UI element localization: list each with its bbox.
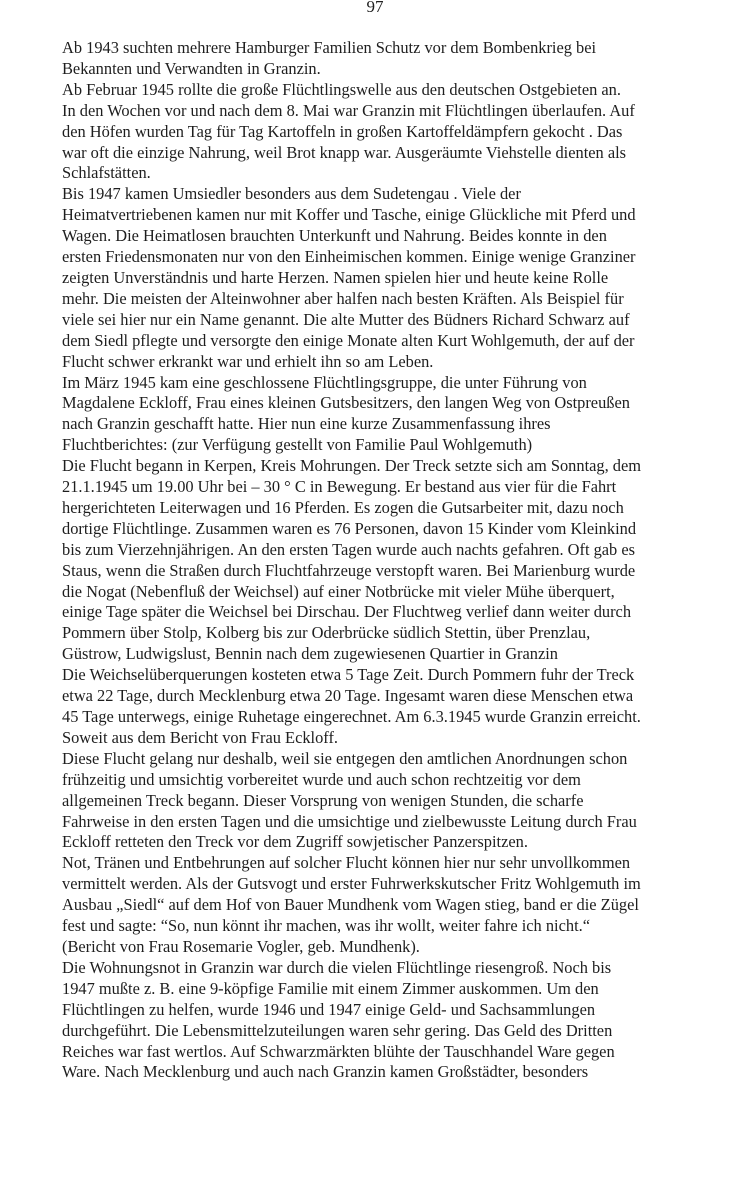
text-line: Reiches war fast wertlos. Auf Schwarzmärkten blühte der Tauschhandel Ware gegen <box>62 1041 615 1061</box>
text-line: den Höfen wurden Tag für Tag Kartoffeln in großen Kartoffeldämpfern gekocht . Das <box>62 121 623 141</box>
text-line: Ab 1943 suchten mehrere Hamburger Familien Schutz vor dem Bombenkrieg bei <box>62 38 597 57</box>
text-line: In den Wochen vor und nach dem 8. Mai war Granzin mit Flüchtlingen überlaufen. Auf <box>62 100 635 120</box>
text-line: mehr. Die meisten der Alteinwohner aber halfen nach besten Kräften. Als Beispiel für <box>62 288 624 308</box>
text-line: 45 Tage unterwegs, einige Ruhetage eingerechnet. Am 6.3.1945 wurde Granzin erreicht. <box>62 707 641 726</box>
text-line: Staus, wenn die Straßen durch Fluchtfahrzeuge verstopft waren. Bei Marienburg wurde <box>62 560 636 580</box>
text-line: Die Weichselüberquerungen kosteten etwa 5 Tage Zeit. Durch Pommern fuhr der Treck <box>62 665 635 685</box>
text-line: vermittelt werden. Als der Gutsvogt und erster Fuhrwerkskutscher Fritz Wohlgemuth im <box>62 874 641 894</box>
text-line: Bekannten und Verwandten in Granzin. <box>62 58 321 78</box>
text-line: etwa 22 Tage, durch Mecklenburg etwa 20 Tage. Ingesamt waren diese Menschen etwa <box>62 686 634 706</box>
text-line: Magdalene Eckloff, Frau eines kleinen Gutsbesitzers, den langen Weg von Ostpreußen <box>62 393 630 413</box>
text-line: Fluchtberichtes: (zur Verfügung gestellt von Familie Paul Wohlgemuth) <box>62 435 533 455</box>
text-line: Ausbau „Siedl“ auf dem Hof von Bauer Mundhenk vom Wagen stieg, band er die Zügel <box>62 895 639 915</box>
text-line: dortige Flüchtlinge. Zusammen waren es 76 Personen, davon 15 Kinder vom Kleinkind <box>62 518 637 538</box>
text-line: Flucht schwer erkrankt war und erhielt ihn so am Leben. <box>62 351 434 371</box>
text-line: 21.1.1945 um 19.00 Uhr bei – 30 ° C in Bewegung. Er bestand aus vier für die Fahrt <box>62 477 617 497</box>
text-line: Güstrow, Ludwigslust, Bennin nach dem zugewiesenen Quartier in Granzin <box>62 644 558 664</box>
text-line: war oft die einzige Nahrung, weil Brot knapp war. Ausgeräumte Viehstelle dienten als <box>62 142 627 162</box>
text-line: Schlafstätten. <box>62 163 151 183</box>
text-line: Bis 1947 kamen Umsiedler besonders aus dem Sudetengau . Viele der <box>62 184 521 204</box>
text-line: Wagen. Die Heimatlosen brauchten Unterkunft und Nahrung. Beides konnte in den <box>62 226 607 246</box>
text-line: Ab Februar 1945 rollte die große Flüchtlingswelle aus den deutschen Ostgebieten an. <box>62 79 621 99</box>
text-line: ersten Friedensmonaten nur von den Einheimischen kommen. Einige wenige Granziner <box>62 247 636 267</box>
text-line: frühzeitig und umsichtig vorbereitet wurde und auch schon rechtzeitig vor dem <box>62 769 581 789</box>
text-line: durchgeführt. Die Lebensmittelzuteilungen waren sehr gering. Das Geld des Dritten <box>62 1020 613 1040</box>
text-line: einige Tage später die Weichsel bei Dirschau. Der Fluchtweg verlief dann weiter durch <box>62 602 632 622</box>
text-line: Pommern über Stolp, Kolberg bis zur Oderbrücke südlich Stettin, über Prenzlau, <box>62 623 591 643</box>
text-line: Eckloff retteten den Treck vor dem Zugriff sowjetischer Panzerspitzen. <box>62 832 528 852</box>
text-line: viele sei hier nur ein Name genannt. Die alte Mutter des Büdners Richard Schwarz auf <box>62 309 630 329</box>
text-line: Die Wohnungsnot in Granzin war durch die vielen Flüchtlinge riesengroß. Noch bis <box>62 957 612 977</box>
text-line: fest und sagte: “So, nun könnt ihr machen, was ihr wollt, weiter fahre ich nicht.“ <box>62 916 590 936</box>
page-number: 97 <box>366 0 384 16</box>
text-line: dem Siedl pflegte und versorgte den einige Monate alten Kurt Wohlgemuth, der auf der <box>62 330 635 350</box>
text-line: Heimatvertriebenen kamen nur mit Koffer und Tasche, einige Glückliche mit Pferd und <box>62 205 636 225</box>
text-line: Not, Tränen und Entbehrungen auf solcher Flucht können hier nur sehr unvollkommen <box>62 853 631 873</box>
text-line: (Bericht von Frau Rosemarie Vogler, geb. Mundhenk). <box>62 936 420 956</box>
text-line: nach Granzin geschafft hatte. Hier nun eine kurze Zusammenfassung ihres <box>62 414 551 434</box>
text-line: 1947 mußte z. B. eine 9-köpfige Familie mit einem Zimmer auskommen. Um den <box>62 978 599 998</box>
text-line: Im März 1945 kam eine geschlossene Flüchtlingsgruppe, die unter Führung von <box>62 372 587 392</box>
text-line: hergerichteten Leiterwagen und 16 Pferden. Es zogen die Gutsarbeiter mit, dazu noch <box>62 497 624 517</box>
text-line: die Nogat (Nebenfluß der Weichsel) auf einer Notbrücke mit vieler Mühe überquert, <box>62 581 615 601</box>
text-line: Die Flucht begann in Kerpen, Kreis Mohrungen. Der Treck setzte sich am Sonntag, dem <box>62 456 642 476</box>
text-line: Fahrweise in den ersten Tagen und die umsichtige und zielbewusste Leitung durch Frau <box>62 811 637 831</box>
text-line: Flüchtlingen zu helfen, wurde 1946 und 1947 einige Geld- und Sachsammlungen <box>62 999 596 1019</box>
body-text <box>62 38 740 1083</box>
text-line: bis zum Vierzehnjährigen. An den ersten Tagen wurde auch nachts gefahren. Oft gab es <box>62 539 636 559</box>
text-line: Soweit aus dem Bericht von Frau Eckloff. <box>62 727 339 747</box>
text-line: zeigten Unverständnis und harte Herzen. Namen spielen hier und heute keine Rolle <box>62 267 609 287</box>
text-line: Diese Flucht gelang nur deshalb, weil sie entgegen den amtlichen Anordnungen schon <box>62 748 628 768</box>
text-line: allgemeinen Treck begann. Dieser Vorsprung von wenigen Stunden, die scharfe <box>62 790 584 810</box>
text-line: Ware. Nach Mecklenburg und auch nach Granzin kamen Großstädter, besonders <box>62 1062 589 1082</box>
